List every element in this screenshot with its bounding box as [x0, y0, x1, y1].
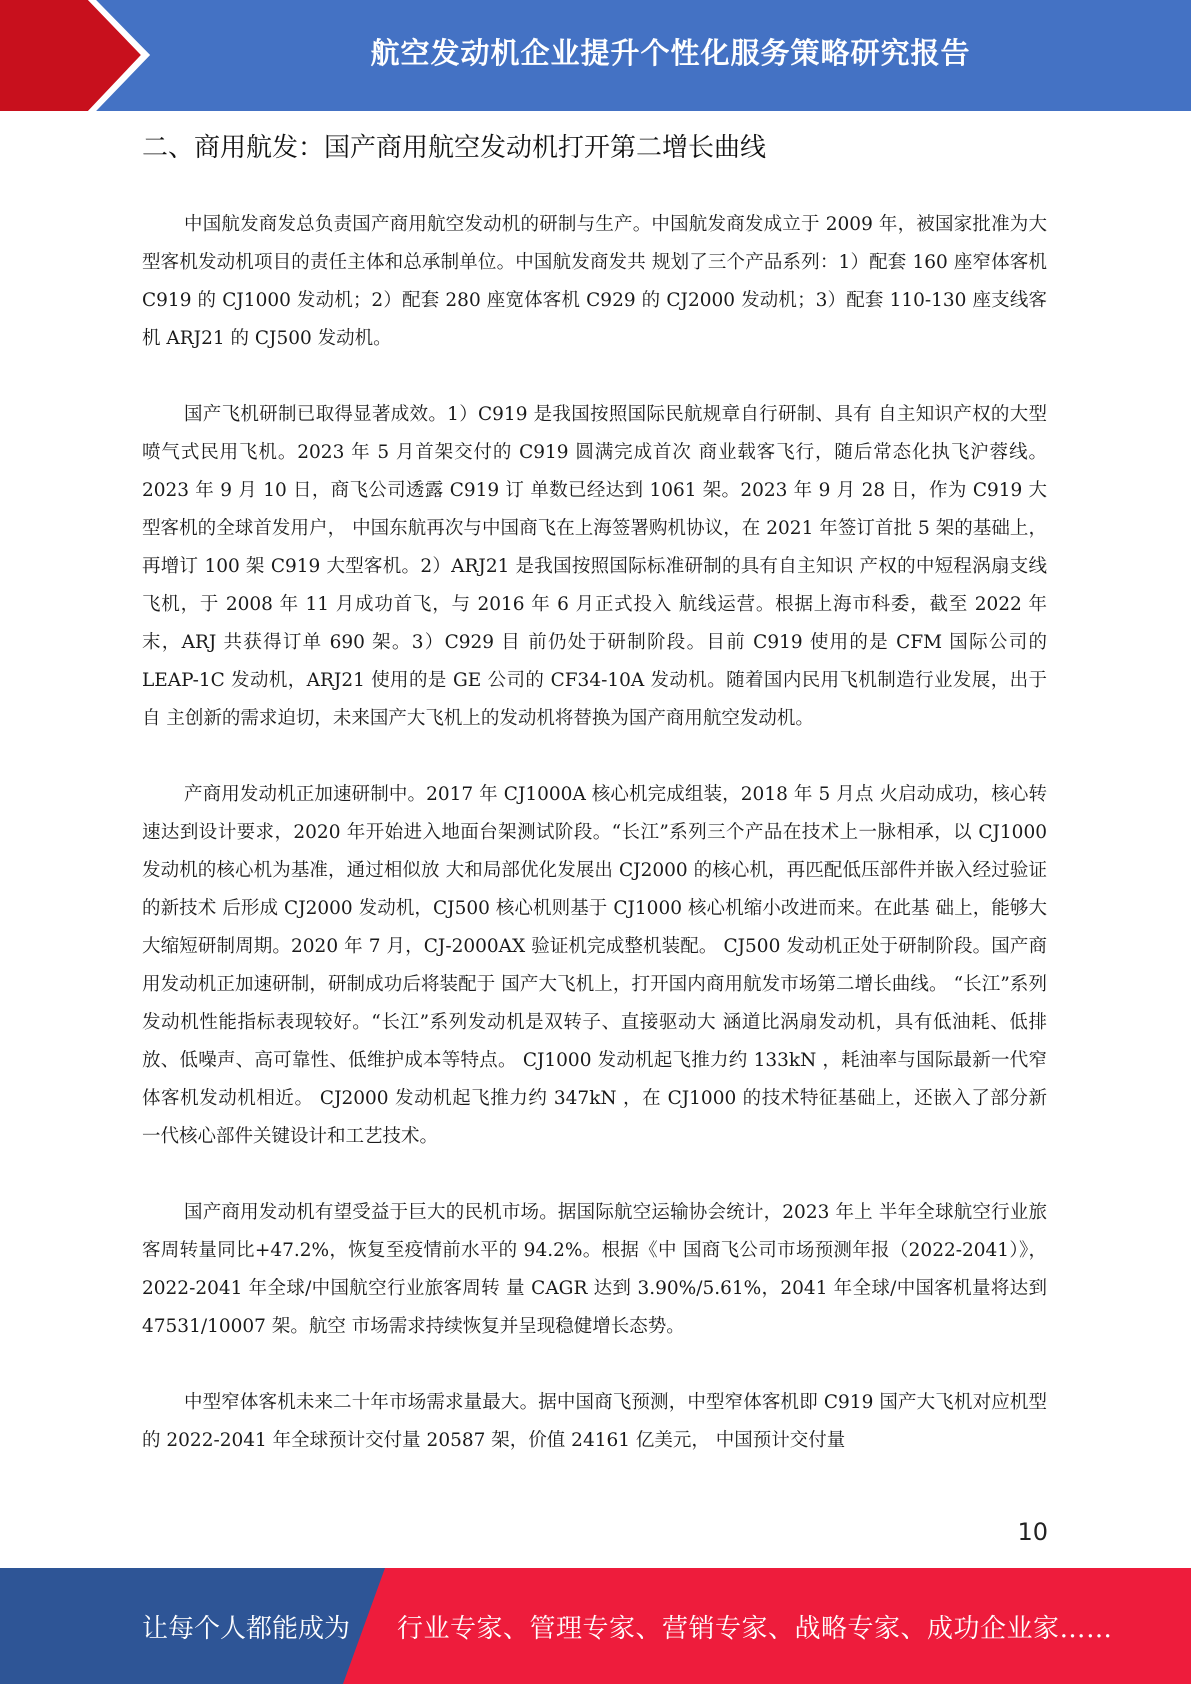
main-content — [142, 130, 1047, 1498]
paragraph-2: 国产飞机研制已取得显著成效。1）C919 是我国按照国际民航规章自行研制、具有 自主知识产权的大型喷气式民用飞机。2023 年 5 月首架交付的 C919 圆满完成首次 商业载客飞行，随后常态化执飞沪蓉线。2023 年 9 月 10 日，商飞公司透露 C919 订 单数已经达到 1061 架。2023 年 9 月 28 日，作为 C919 大型客机的全球首发用户， 中国东航再次与中国商飞在上海签署购机协议，在 2021 年签订首批 5 架的基础上， 再增订 100 架 C919 大型客机。2）ARJ21 是我国按照国际标准研制的具有自主知识 产权的中短程涡扇支线飞机，于 2008 年 11 月成功首飞，与 2016 年 6 月正式投入 航线运营。根据上海市科委，截至 2022 年末，ARJ 共获得订单 690 架。3）C929 目 前仍处于研制阶段。目前 C919 使用的是 CFM 国际公司的 LEAP-1C 发动机，ARJ21 使用的是 GE 公司的 CF34-10A 发动机。随着国内民用飞机制造行业发展，出于自 主创新的需求迫切，未来国产大飞机上的发动机将替换为国产商用航空发动机。 — [142, 404, 1047, 729]
section-heading: 二、商用航发：国产商用航空发动机打开第二增长曲线 — [142, 133, 767, 163]
report-title: 航空发动机企业提升个性化服务策略研究报告 — [370, 36, 971, 70]
footer-slogan-left: 让每个人都能成为 — [142, 1613, 351, 1644]
page-number: 10 — [1017, 1518, 1048, 1546]
footer-banner — [0, 1568, 1191, 1684]
paragraph-1: 中国航发商发总负责国产商用航空发动机的研制与生产。中国航发商发成立于 2009 年，被国家批准为大型客机发动机项目的责任主体和总承制单位。中国航发商发共 规划了三个产品系列：1）配套 160 座窄体客机 C919 的 CJ1000 发动机；2）配套 280 座宽体客机 C929 的 CJ2000 发动机；3）配套 110-130 座支线客机 ARJ21 的 CJ500 发动机。 — [142, 214, 1047, 349]
red-chevron-icon — [0, 0, 160, 111]
paragraph-4: 国产商用发动机有望受益于巨大的民机市场。据国际航空运输协会统计，2023 年上 半年全球航空行业旅客周转量同比+47.2%，恢复至疫情前水平的 94.2%。根据《中 国商飞公司市场预测年报（2022-2041）》，2022-2041 年全球/中国航空行业旅客周转 量 CAGR 达到 3.90%/5.61%，2041 年全球/中国客机量将达到 47531/10007 架。航空 市场需求持续恢复并呈现稳健增长态势。 — [142, 1202, 1047, 1337]
paragraph-3: 产商用发动机正加速研制中。2017 年 CJ1000A 核心机完成组装，2018 年 5 月点 火启动成功，核心转速达到设计要求，2020 年开始进入地面台架测试阶段。“长江”系列三个产品在技术上一脉相承，以 CJ1000 发动机的核心机为基准，通过相似放 大和局部优化发展出 CJ2000 的核心机，再匹配低压部件并嵌入经过验证的新技术 后形成 CJ2000 发动机，CJ500 核心机则基于 CJ1000 核心机缩小改进而来。在此基 础上，能够大大缩短研制周期。2020 年 7 月，CJ-2000AX 验证机完成整机装配。 CJ500 发动机正处于研制阶段。国产商用发动机正加速研制，研制成功后将装配于 国产大飞机上，打开国内商用航发市场第二增长曲线。 “长江”系列发动机性能指标表现较好。“长江”系列发动机是双转子、直接驱动大 涵道比涡扇发动机，具有低油耗、低排放、低噪声、高可靠性、低维护成本等特点。 CJ1000 发动机起飞推力约 133kN ，耗油率与国际最新一代窄体客机发动机相近。 CJ2000 发动机起飞推力约 347kN ，在 CJ1000 的技术特征基础上，还嵌入了部分新 一代核心部件关键设计和工艺技术。 — [142, 784, 1047, 1147]
footer-slogan-right: 行业专家、管理专家、营销专家、战略专家、成功企业家…… — [397, 1613, 1113, 1644]
header-banner — [0, 0, 1191, 111]
paragraph-5: 中型窄体客机未来二十年市场需求量最大。据中国商飞预测，中型窄体客机即 C919 国产大飞机对应机型的 2022-2041 年全球预计交付量 20587 架，价值 24161 亿美元， 中国预计交付量 — [142, 1392, 1047, 1451]
